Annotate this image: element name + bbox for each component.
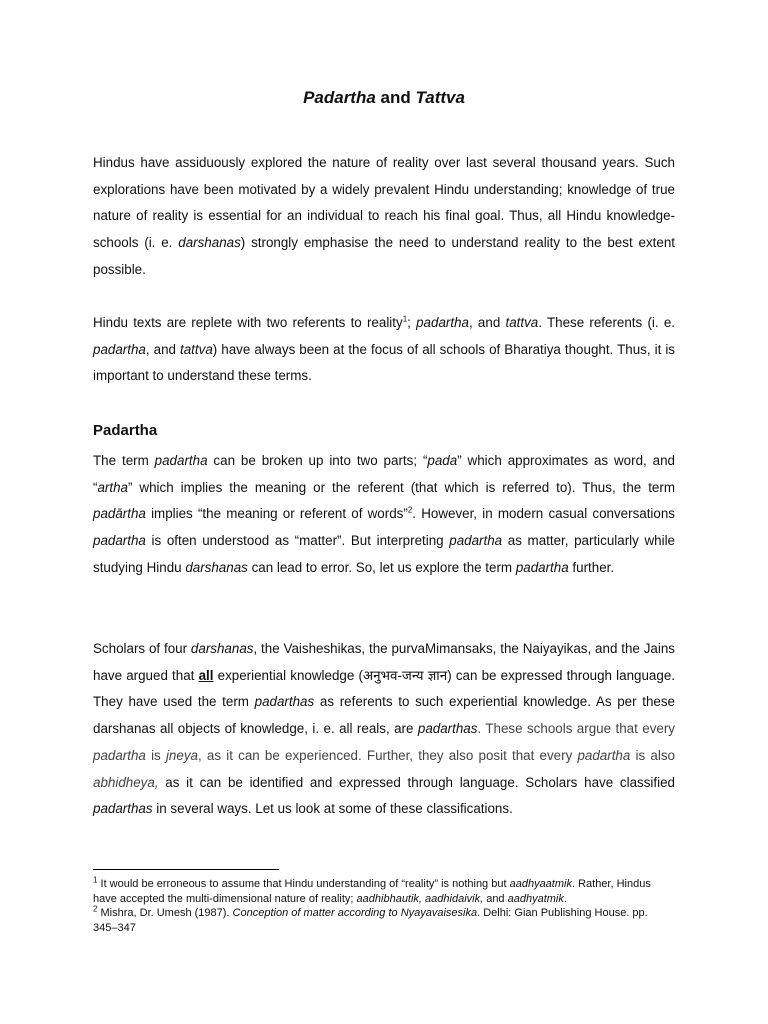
- p4-text: ) can be expressed through language. They have used the term: [93, 667, 675, 710]
- fn1-italic: aadhyatmik: [507, 892, 564, 905]
- p2-italic: tattva: [505, 315, 539, 330]
- fn1-text: .: [563, 892, 567, 905]
- p4-italic: padartha: [577, 747, 631, 763]
- p4-text: , the Vaisheshikas, the purvaMimansaks, the Naiyayikas, and the Jains have argued that: [93, 641, 675, 683]
- p3-italic: padartha: [515, 559, 569, 575]
- p4-devanagari: अनुभव-जन्य ज्ञान: [362, 667, 448, 683]
- fn2-italic: Conception of matter according to Nyayavaisesika: [232, 907, 478, 919]
- p3-italic: pada: [427, 453, 458, 468]
- p4-text: experiential knowledge (: [213, 667, 363, 683]
- p2-italic: tattva: [180, 341, 213, 357]
- p3-italic: darshanas: [185, 559, 248, 575]
- p4-text: as it can be identified and expressed through language. Scholars have classified: [158, 774, 675, 790]
- p3-text: ” which approximates as word, and “: [93, 453, 675, 495]
- p1-italic: darshanas: [178, 235, 241, 251]
- p4-text: is: [145, 747, 166, 763]
- fn2-text: Mishra, Dr. Umesh (1987).: [97, 907, 233, 919]
- paragraph-intro: [93, 150, 675, 284]
- footnote-2: [93, 906, 673, 935]
- page-title: [0, 88, 768, 108]
- footnote-2-number: 2: [93, 904, 98, 914]
- fn1-italic: aadhyaatmik: [509, 878, 572, 890]
- p4-italic: padarthas: [417, 721, 478, 737]
- p4-text: is also: [630, 747, 675, 763]
- paragraph-scholars: [93, 636, 675, 823]
- p4-text: Scholars of four: [93, 641, 191, 656]
- p3-text: implies “the meaning or referent of words”: [145, 506, 408, 522]
- p4-italic: padarthas: [93, 801, 153, 817]
- p4-text: . These schools argue that every: [477, 721, 675, 737]
- p4-text: in several ways. Let us look at some of these classifications.: [152, 801, 513, 817]
- p3-italic: artha: [97, 479, 128, 495]
- p4-italic: padartha: [93, 747, 146, 763]
- p3-text: can lead to error. So, let us explore the term: [247, 559, 516, 575]
- p3-text: can be broken up into two parts; “: [207, 453, 428, 468]
- title-italic-tattva: Tattva: [415, 88, 465, 107]
- p2-italic: padartha: [93, 341, 146, 357]
- footnote-1: [93, 877, 673, 906]
- p4-italic: abhidheya,: [93, 774, 159, 790]
- footnote-divider: [93, 869, 279, 870]
- p2-text: ;: [407, 315, 417, 330]
- section-heading: Padartha: [93, 422, 158, 439]
- title-italic-padartha: Padartha: [303, 88, 376, 107]
- p3-text: as matter, particularly while studying Hindu: [93, 533, 675, 575]
- p2-text: , and: [468, 315, 506, 330]
- fn1-italic: aadhibhautik, aadhidaivik,: [356, 892, 484, 905]
- p3-italic: padartha: [93, 533, 146, 549]
- footnote-1-number: 1: [93, 875, 98, 885]
- p4-italic: darshanas: [190, 641, 254, 656]
- footnote-ref-1[interactable]: 1: [402, 314, 408, 324]
- p4-italic: jneya: [165, 747, 198, 763]
- footnote-ref-2[interactable]: 2: [407, 505, 413, 515]
- title-and: and: [375, 88, 416, 107]
- paragraph-term-padartha: [93, 448, 675, 582]
- p3-italic: padartha: [154, 453, 208, 468]
- p3-text: ” which implies the meaning or the referent (that which is referred to). Thus, the term: [128, 479, 675, 495]
- p4-bold-underline: all: [198, 667, 214, 683]
- p3-text: . However, in modern casual conversations: [412, 506, 675, 522]
- paragraph-referents: [93, 310, 675, 390]
- p3-text: further.: [568, 559, 615, 575]
- p1-text: Hindus have assiduously explored the nature of reality over last several thousand years. Such explorations have been motivated by a widely prevalent Hindu understanding; knowledge of true nature of reality is essential for an individual to reach his final goal. Thus, all Hindu knowledge-schools (i. e.: [93, 155, 675, 251]
- p2-text: ) have always been at the focus of all schools of Bharatiya thought. Thus, it is important to understand these terms.: [93, 341, 675, 384]
- fn1-text: It would be erroneous to assume that Hindu understanding of “reality” is nothing but: [97, 878, 510, 890]
- p3-italic: padartha: [449, 533, 503, 549]
- fn1-text: . Rather, Hindus have accepted the multi-dimensional nature of reality;: [93, 878, 651, 905]
- p4-text: as referents to such experiential knowledge. As per these darshanas all objects of knowledge, i. e. all reals, are: [93, 694, 675, 737]
- p2-text: , and: [145, 341, 181, 357]
- p1-text-end: ) strongly emphasise the need to understand reality to the best extent possible.: [93, 235, 675, 277]
- p2-text: . These referents (i. e.: [538, 315, 675, 330]
- p3-italic: padārtha: [93, 506, 146, 522]
- fn2-text: . Delhi: Gian Publishing House. pp. 345–347: [93, 907, 648, 934]
- p2-italic: padartha: [416, 315, 469, 330]
- p4-italic: padarthas: [254, 694, 315, 710]
- p4-text: , as it can be experienced. Further, they also posit that every: [197, 747, 578, 763]
- p2-text: Hindu texts are replete with two referents to reality: [93, 315, 403, 330]
- p3-text: is often understood as “matter”. But interpreting: [145, 533, 450, 549]
- p3-text: The term: [93, 453, 155, 468]
- fn1-text: and: [483, 892, 508, 905]
